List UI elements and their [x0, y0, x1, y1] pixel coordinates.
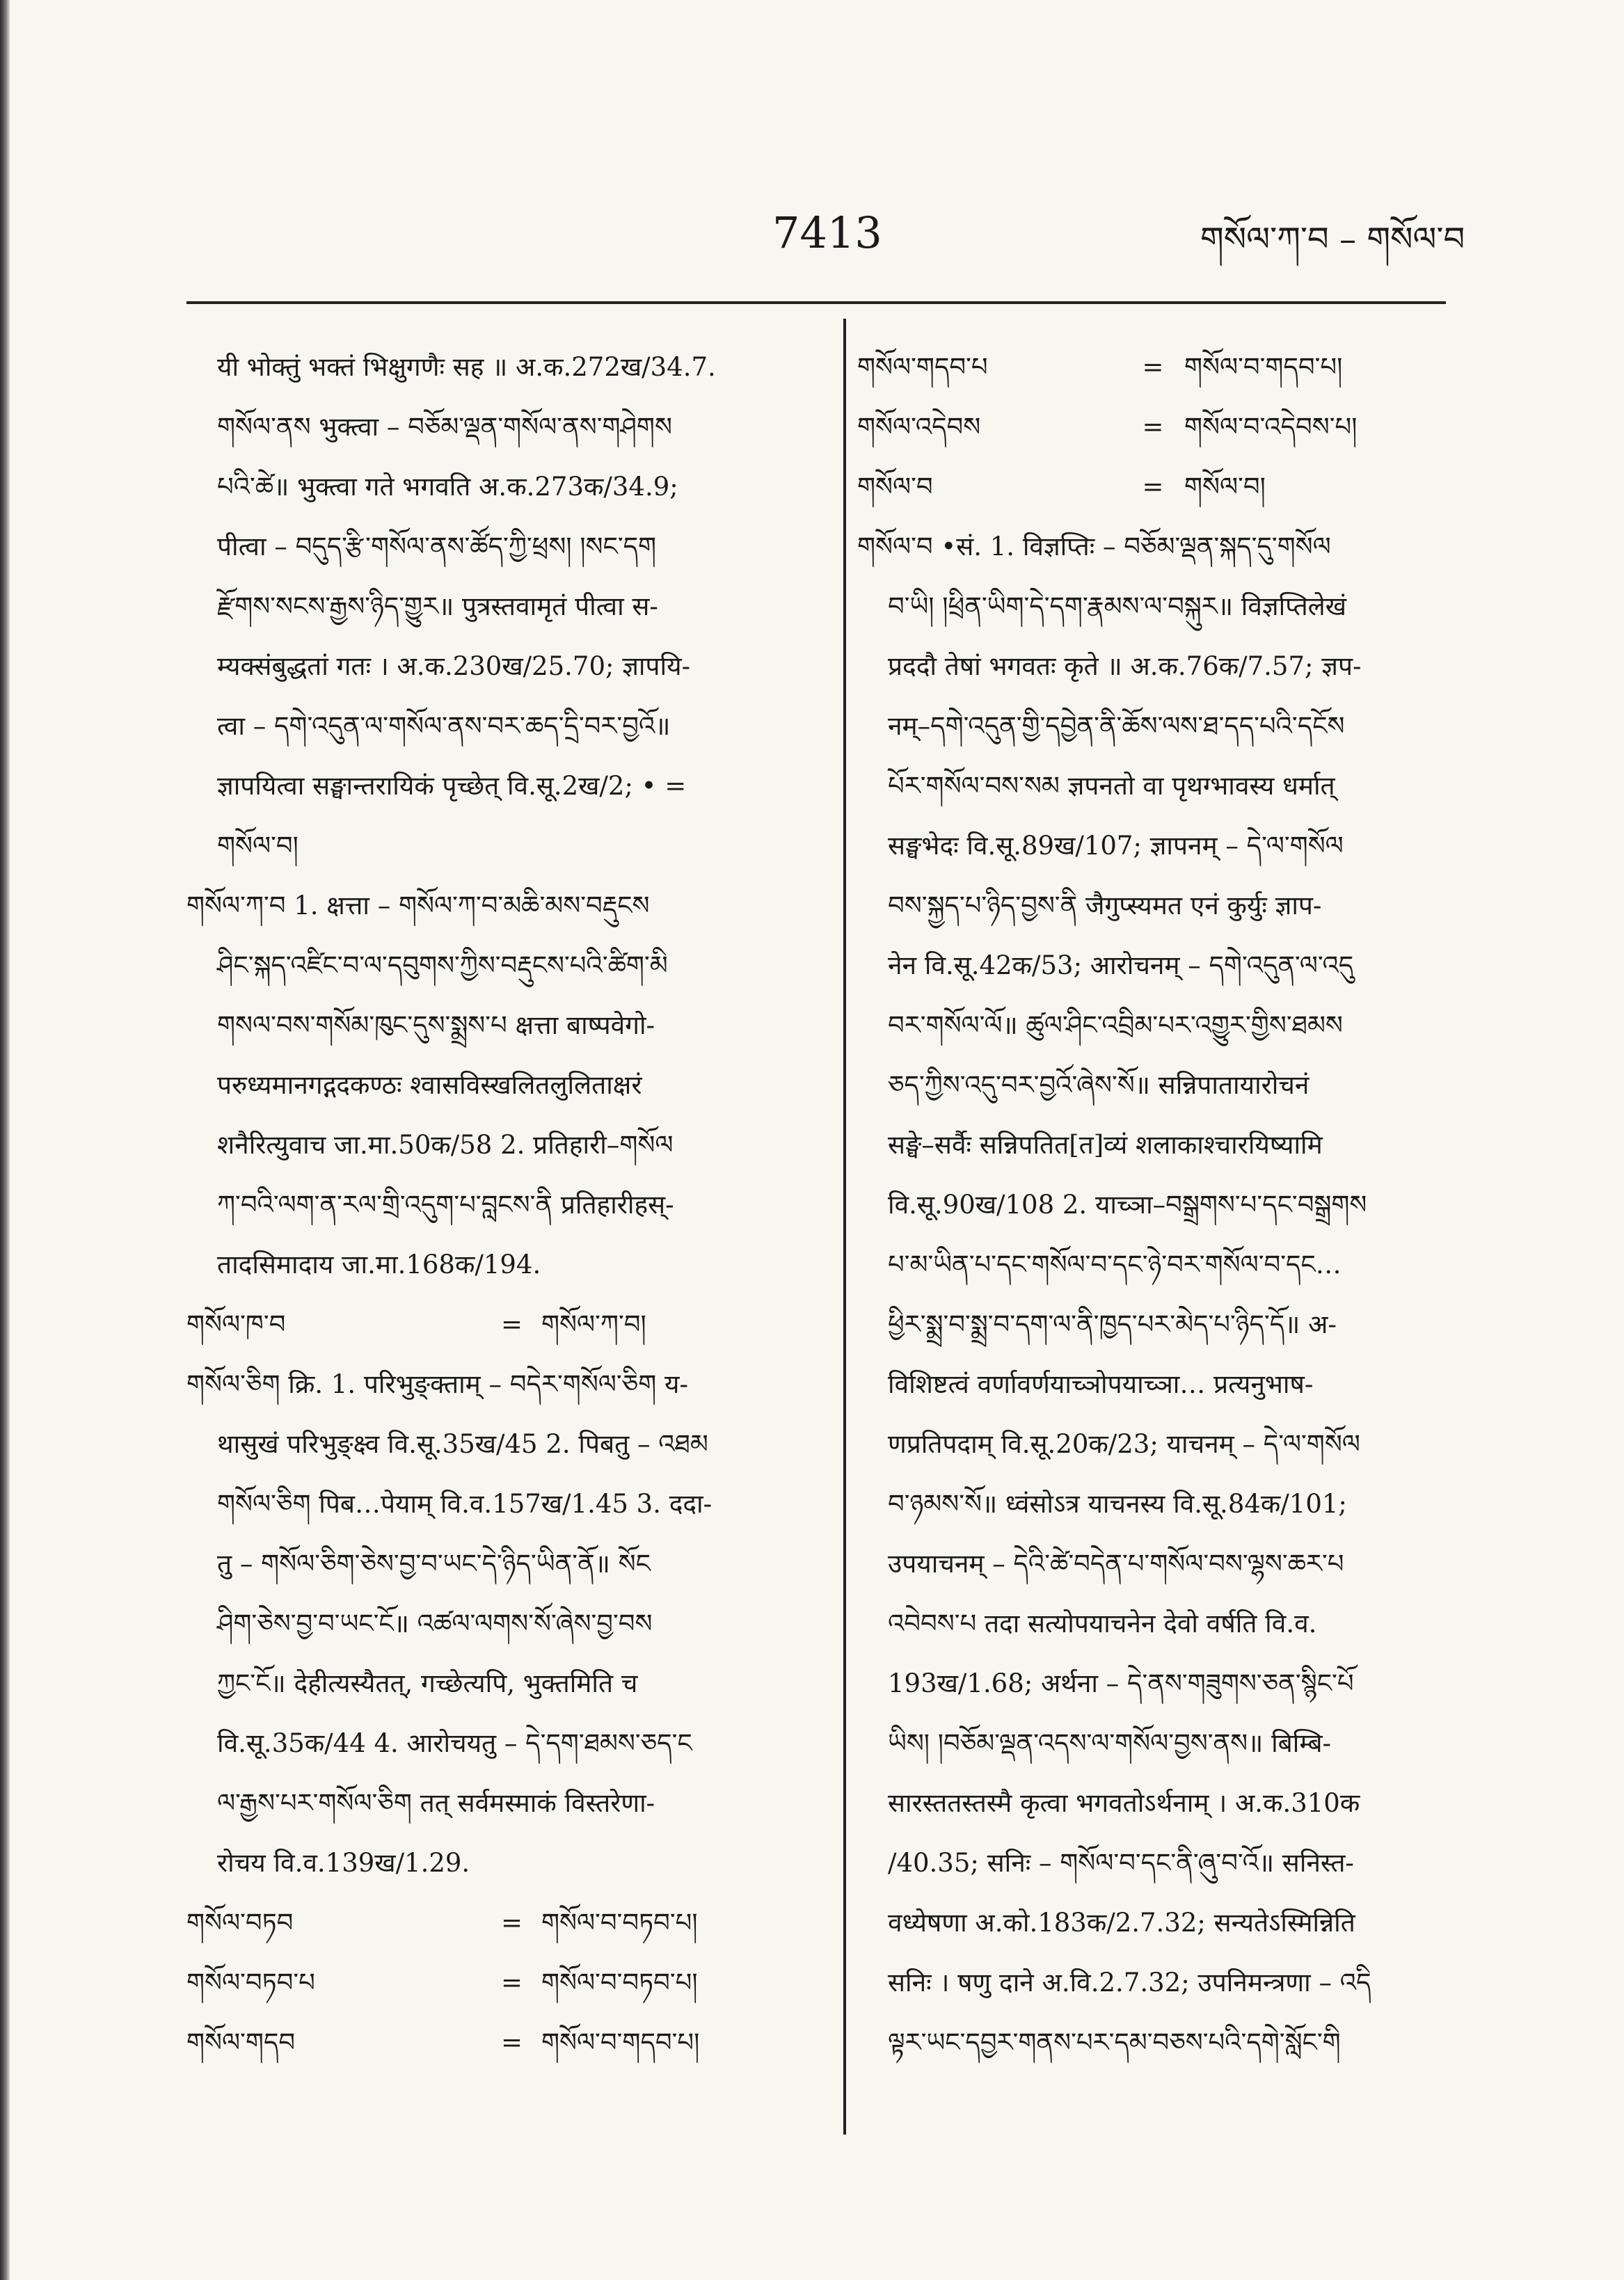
entry-text-line: पीत्वा – བདུད་རྩི་གསོལ་ནས་ཚོད་ཀྱི་ཕྲས། །སང་དག — [217, 532, 657, 561]
entry-text-line: གསོལ་ནས भुक्त्वा – བཅོམ་ལྡན་གསོལ་ནས་གཤེགས — [217, 412, 672, 442]
headword: གསོལ་བཏབ — [186, 1908, 294, 1938]
entry-text-line: ཀྱང་ངོ॥ देहीत्यस्यैतत्, गच्छेत्यपि, भुक्तमिति च — [217, 1668, 638, 1698]
headword: གསོལ་འདེབས — [857, 412, 981, 442]
entry-text-line: वि.सू.90ख/108 2. याच्ञा–བསྒྲགས་པ་དང་བསྒྲགས — [888, 1190, 1367, 1220]
entry-text-line: བ་ཉམས་སོ॥ ध्वंसोऽत्र याचनस्य वि.सू.84क/101; — [888, 1489, 1347, 1519]
equals-sign: = — [1142, 352, 1164, 382]
cross-reference-entry — [186, 1893, 813, 1953]
equals-sign: = — [500, 1968, 523, 1998]
entry-text-line: རྫོགས་སངས་རྒྱས་ཉིད་གྱུར॥ पुत्रस्तवामृतं पीत्वा स- — [217, 591, 658, 621]
headword: གསོལ་བཏབ་པ — [186, 1968, 315, 1998]
page-number: 7413 — [772, 207, 882, 258]
running-head: གསོལ་ཀ་བ – གསོལ་བ — [1200, 220, 1465, 259]
entry-text-line: नम्–དགེ་འདུན་གྱི་དབྱེན་ནི་ཆོས་ལས་ཐ་དད་པའི་དངོས — [888, 711, 1345, 741]
entry-text-line: परुध्यमानगद्गदकण्ठः श्वासविस्खलितलुलिताक्षरं — [217, 1070, 642, 1100]
entry-text-line: विशिष्टत्वं वर्णावर्णयाच्ञोपयाच्ञा… प्रत्यनुभाष- — [888, 1369, 1314, 1399]
entry-text-line: ལྟར་ཡང་དབྱར་གནས་པར་དམ་བཅས་པའི་དགེ་སློང་གི — [888, 2027, 1341, 2057]
entry-text-line: ཤིག་ཅེས་བྱ་བ་ཡང་ངོ॥ འཚལ་ལགས་སོ་ཞེས་བྱ་བས — [217, 1609, 653, 1639]
entry-text-line: ཤིང་སྐད་འཛིང་བ་ལ་དབུགས་ཀྱིས་བརྡུངས་པའི་ཚིག་མི — [217, 950, 668, 980]
entry-text-line: तु – གསོལ་ཅིག་ཅེས་བྱ་བ་ཡང་དེ་ཉིད་ཡིན་ནོ॥ སོང — [217, 1549, 651, 1579]
entry-text-line: གསལ་བས་གསོམ་ཁུང་དུས་སྨྲས་པ क्षत्ता बाष्पवेगो- — [217, 1010, 655, 1040]
entry-text-line: सनिः । षणु दाने अ.वि.2.7.32; उपनिमन्त्रणा – འདི — [888, 1968, 1371, 1998]
cross-reference-entry — [857, 337, 1446, 397]
header-rule — [186, 301, 1446, 304]
equals-sign: = — [500, 1908, 523, 1938]
equals-sign: = — [500, 2027, 523, 2057]
cross-reference-target: གསོལ་བ་འདེབས་པ། — [1184, 412, 1358, 442]
entry-text-line: त्वा – དགེ་འདུན་ལ་གསོལ་ནས་བར་ཆད་དྲི་བར་བྱའོ॥ — [217, 711, 671, 741]
entry-text-line: བར་གསོལ་ལོ॥ ཚུལ་ཤིང་འབྲིམ་པར་འགྱུར་གྱིས་ཐམས — [888, 1010, 1343, 1040]
entry-text-line: उपयाचनम् – དེའི་ཚེ་བདེན་པ་གསོལ་བས་ལྷས་ཆར་པ — [888, 1549, 1344, 1579]
equals-sign: = — [500, 1309, 523, 1339]
column-divider — [843, 319, 846, 2135]
cross-reference-entry — [857, 457, 1446, 517]
entry-text-line: वध्येषणा अ.को.183क/2.7.32; सन्यतेऽस्मिन्निति — [888, 1908, 1355, 1938]
headword: གསོལ་ཁ་བ — [186, 1309, 286, 1339]
entry-text-line: གསོལ་བ། — [217, 831, 298, 861]
right-column — [857, 337, 1446, 2073]
entry-text-line: सङ्घे–सर्वैः सन्निपतित[त]व्यं शलाकाश्चारयिष्यामि — [888, 1130, 1323, 1160]
page-edge — [0, 0, 10, 2280]
entry-text-line: तादसिमादाय जा.मा.168क/194. — [217, 1250, 541, 1279]
entry-headword-line: གསོལ་ཀ་བ 1. क्षत्ता – གསོལ་ཀ་བ་མཆི་མས་བརྡུངས — [186, 891, 650, 920]
entry-text-line: པའི་ཚེ॥ भुक्त्वा गते भगवति अ.क.273क/34.9; — [217, 472, 678, 502]
entry-text-line: यी भोक्तुं भक्तं भिक्षुगणैः सह ॥ अ.क.272ख/34.7. — [217, 352, 716, 382]
entry-text-line: ཅད་ཀྱིས་འདུ་བར་བྱའོ་ཞེས་སོ॥ सन्निपातायारोचनं — [888, 1070, 1309, 1100]
entry-text-line: वि.सू.35क/44 4. आरोचयतु – དེ་དག་ཐམས་ཅད་ང — [217, 1728, 692, 1758]
cross-reference-entry — [186, 2013, 813, 2073]
entry-text-line: བ་ཡི། །ཕྲིན་ཡིག་དེ་དག་རྣམས་ལ་བསྐུར॥ विज्ञप्तिलेखं — [888, 591, 1347, 621]
entry-text-line: नेन वि.सू.42क/53; आरोचनम् – དགེ་འདུན་ལ་འདུ — [888, 950, 1354, 980]
entry-text-line: शनैरित्युवाच जा.मा.50क/58 2. प्रतिहारी–གསོལ — [217, 1130, 674, 1160]
equals-sign: = — [1142, 412, 1164, 442]
entry-text-line: ཡིས། །བཅོམ་ལྡན་འདས་ལ་གསོལ་བྱས་ནས॥ बिम्बि- — [888, 1728, 1332, 1758]
cross-reference-entry — [857, 397, 1446, 457]
entry-text-line: ལ་རྒྱས་པར་གསོལ་ཅིག तत् सर्वमस्माकं विस्तरेणा- — [217, 1788, 655, 1818]
entry-text-line: འབེབས་པ तदा सत्योपयाचनेन देवो वर्षति वि.व. — [888, 1609, 1317, 1639]
entry-text-line: 193ख/1.68; अर्थना – དེ་ནས་གཟུགས་ཅན་སྙིང་པོ — [888, 1668, 1354, 1698]
cross-reference-target: གསོལ་བ་བཏབ་པ། — [541, 1968, 698, 1998]
headword: གསོལ་བ — [857, 472, 933, 502]
entry-text-line: म्यक्संबुद्धतां गतः । अ.क.230ख/25.70; ज्ञापयि- — [217, 651, 691, 681]
entry-text-line: सारस्ततस्तस्मै कृत्वा भगवतोऽर्थनाम् । अ.क.310क — [888, 1788, 1360, 1818]
entry-headword-line: གསོལ་བ •सं. 1. विज्ञप्तिः – བཅོམ་ལྡན་སྐད་དུ་གསོལ — [857, 532, 1331, 561]
entry-text-line: པོར་གསོལ་བས་སམ ज्ञपनतो वा पृथग्भावस्य धर्मात् — [888, 771, 1335, 801]
entry-text-line: གསོལ་ཅིག पिब…पेयाम् वि.व.157ख/1.45 3. ददा- — [217, 1489, 713, 1519]
cross-reference-target: གསོལ་བ། — [1184, 472, 1266, 502]
cross-reference-target: གསོལ་བ་བཏབ་པ། — [541, 1908, 698, 1938]
equals-sign: = — [1142, 472, 1164, 502]
entry-text-line: थासुखं परिभुङ्क्ष्व वि.सू.35ख/45 2. पिबतु – འཐམ — [217, 1429, 708, 1459]
left-column — [186, 337, 813, 2073]
cross-reference-entry — [186, 1295, 813, 1355]
cross-reference-target: གསོལ་བ་གདབ་པ། — [1184, 352, 1343, 382]
entry-text-line: ज्ञापयित्वा सङ्घान्तरायिकं पृच्छेत् वि.सू.2ख/2; • = — [217, 771, 687, 801]
headword: གསོལ་གདབ་པ — [857, 352, 988, 382]
entry-text-line: བས་སྐྱད་པ་ཉིད་བྱས་ནི जैगुप्स्यमत एनं कुर्युः ज्ञाप- — [888, 891, 1322, 920]
headword: གསོལ་གདབ — [186, 2027, 296, 2057]
cross-reference-target: གསོལ་ཀ་བ། — [541, 1309, 646, 1339]
entry-text-line: ཕྱིར་སྨྲ་བ་སྨྲ་བ་དག་ལ་ནི་ཁྱད་པར་མེད་པ་ཉིད་དོ॥ अ- — [888, 1309, 1337, 1339]
cross-reference-entry — [186, 1953, 813, 2013]
entry-text-line: /40.35; सनिः – གསོལ་བ་དང་ནི་ཞུ་བ་འོ॥ सनिस्त- — [888, 1848, 1354, 1878]
cross-reference-target: གསོལ་བ་གདབ་པ། — [541, 2027, 700, 2057]
entry-text-line: सङ्घभेदः वि.सू.89ख/107; ज्ञापनम् – དེ་ལ་གསོལ — [888, 831, 1344, 861]
entry-text-line: प्रददौ तेषां भगवतः कृते ॥ अ.क.76क/7.57; ज्ञप- — [888, 651, 1362, 681]
entry-text-line: रोचय वि.व.139ख/1.29. — [217, 1848, 470, 1878]
entry-text-line: པ་མ་ཡིན་པ་དང་གསོལ་བ་དང་ཉེ་བར་གསོལ་བ་དང… — [888, 1250, 1342, 1279]
entry-text-line: ཀ་བའི་ལག་ན་རལ་གྲི་འདུག་པ་བླངས་ནི प्रतिहारीहस्- — [217, 1190, 674, 1220]
entry-headword-line: གསོལ་ཅིག क्रि. 1. परिभुङ्क्ताम् – བདེར་གསོལ་ཅིག य- — [186, 1369, 688, 1399]
entry-text-line: णप्रतिपदाम् वि.सू.20क/23; याचनम् – དེ་ལ་གསོལ — [888, 1429, 1360, 1459]
